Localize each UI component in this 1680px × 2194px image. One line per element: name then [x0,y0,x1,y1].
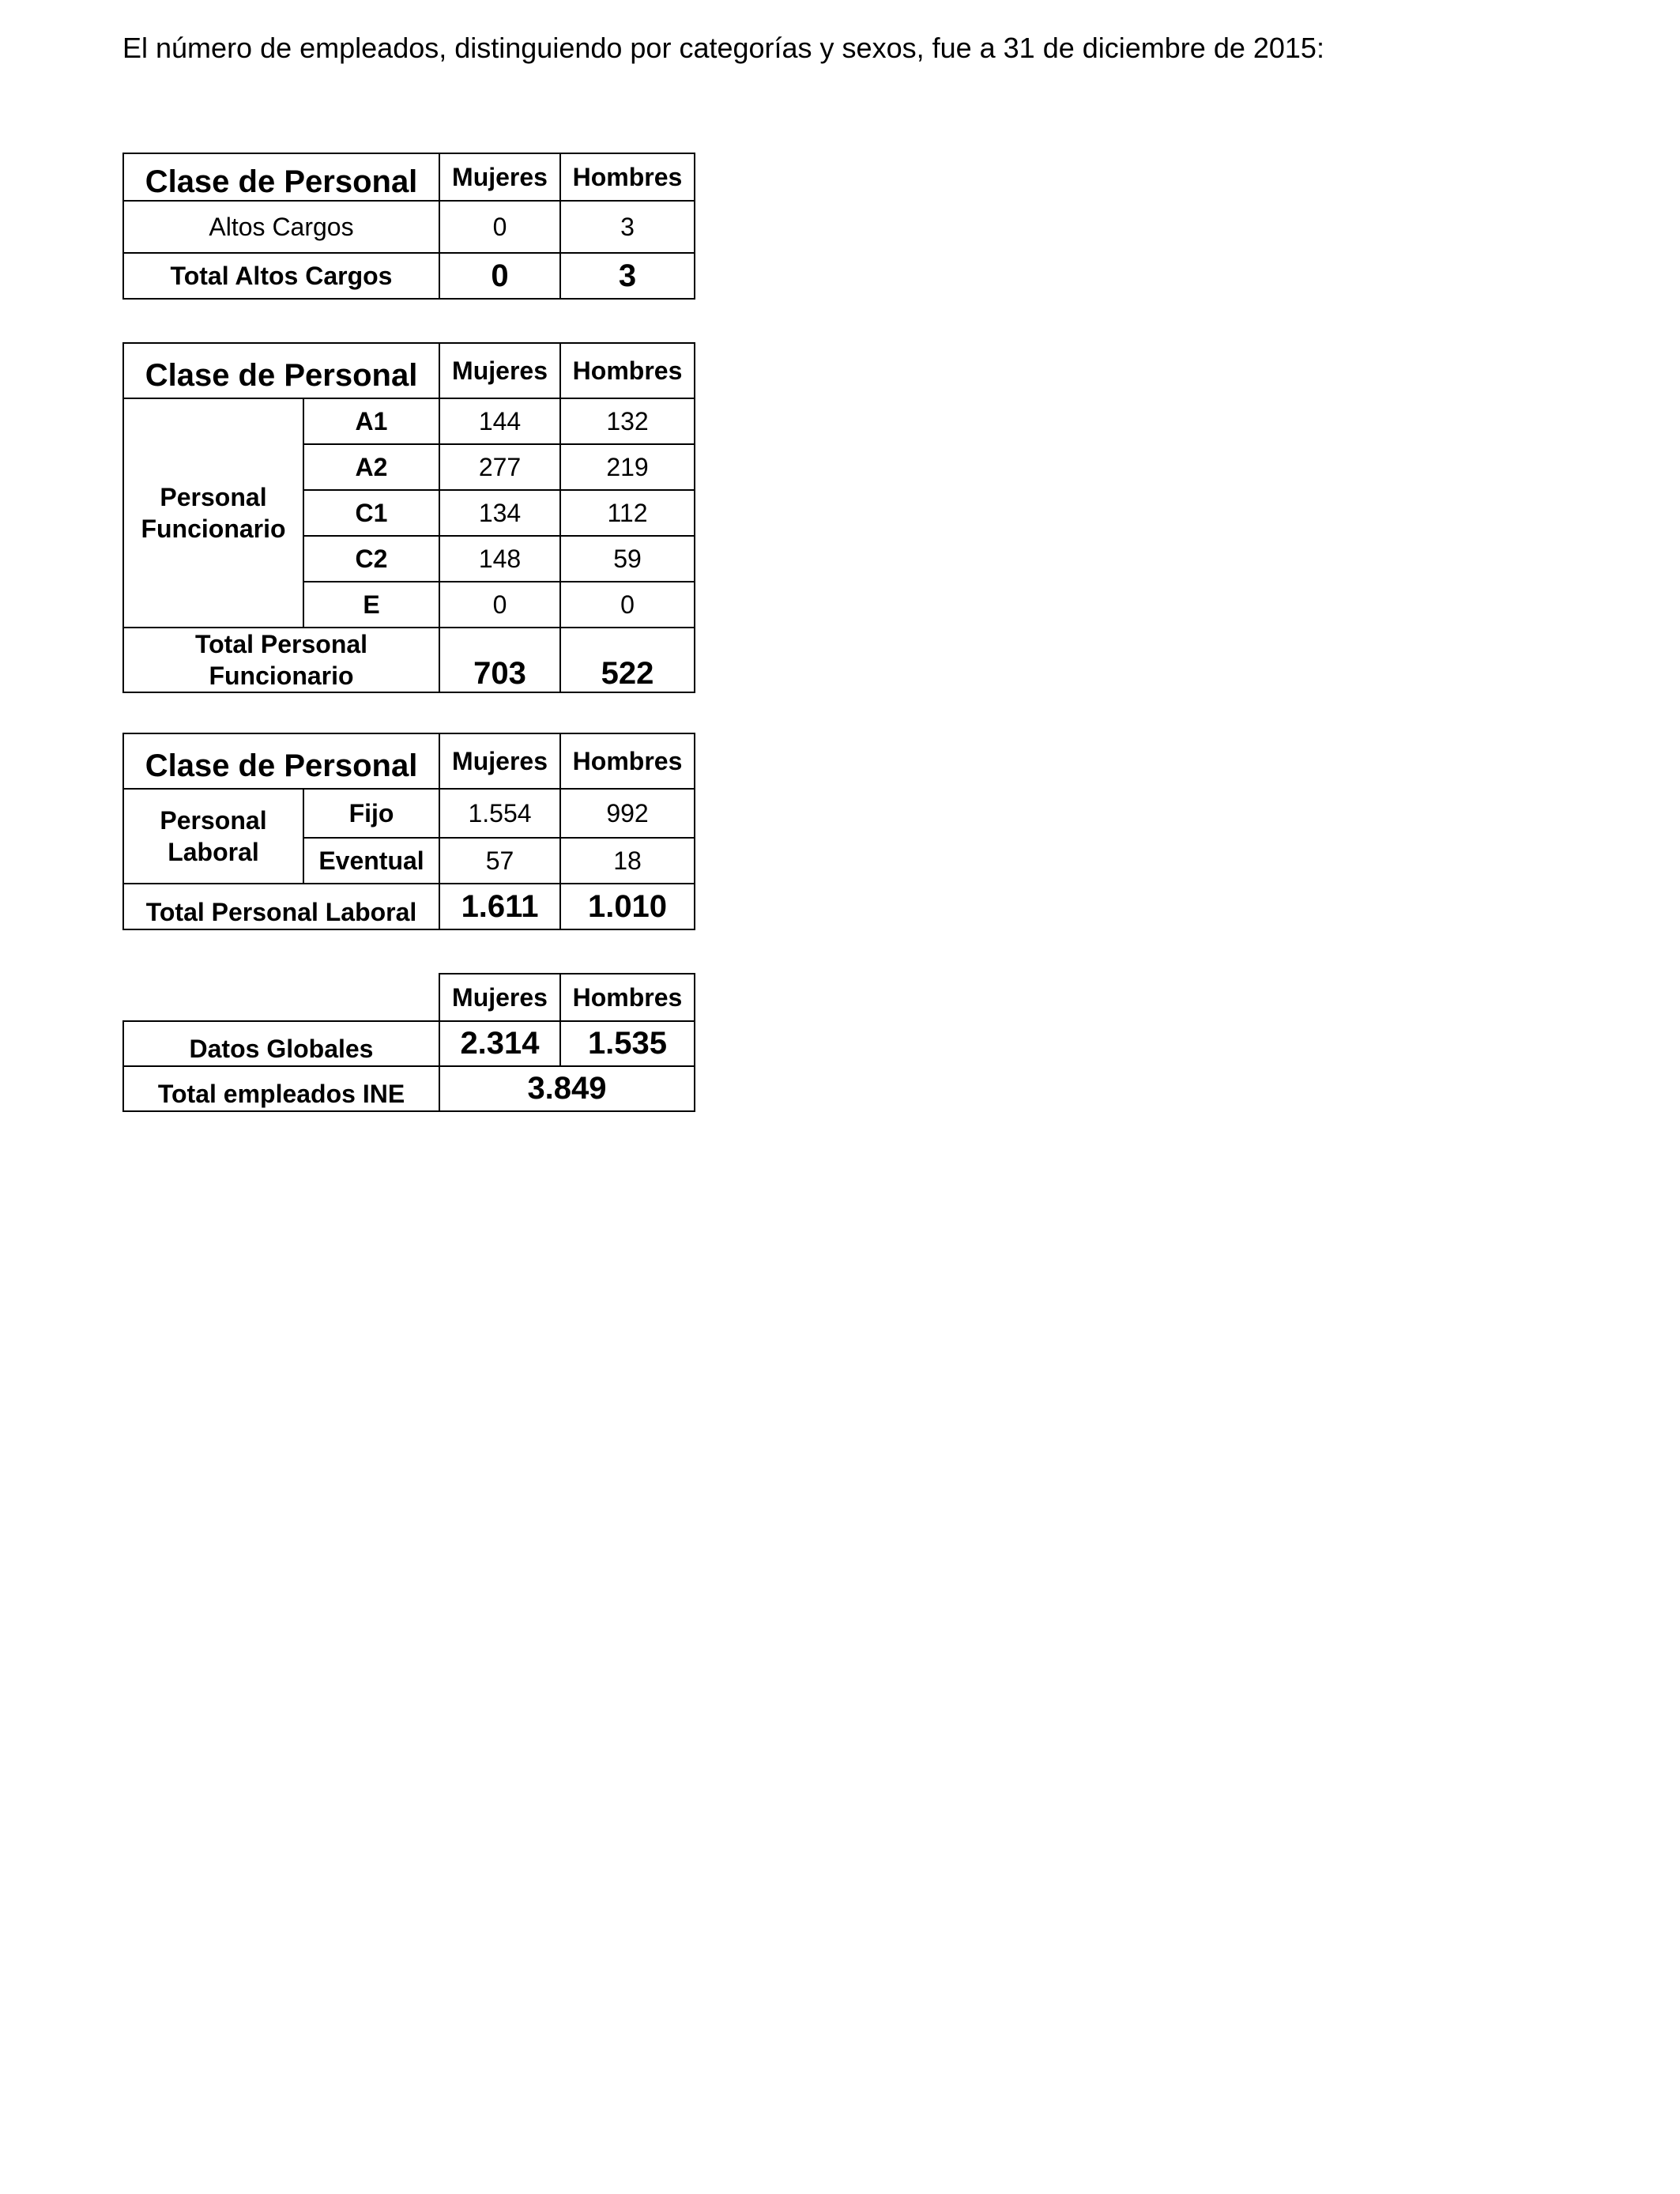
total-mujeres: 703 [439,628,560,692]
global-hombres: 1.535 [560,1021,695,1066]
hombres-header: Hombres [560,343,695,398]
hombres-header: Hombres [560,733,695,789]
funcionario-table [122,342,695,693]
global-table [122,973,695,1112]
total-mujeres: 1.611 [439,884,560,929]
mujeres-header: Mujeres [439,733,560,789]
mujeres-value: 0 [439,201,560,253]
hombres-header: Hombres [560,974,695,1021]
hombres-value: 112 [560,490,695,536]
category-label: Fijo [303,789,439,838]
header-row [123,974,695,1021]
total-row [123,884,695,929]
group-label: Personal Funcionario [123,398,303,628]
mujeres-value: 134 [439,490,560,536]
total-mujeres: 0 [439,253,560,299]
total-empleados-value: 3.849 [439,1066,695,1111]
hombres-value: 132 [560,398,695,444]
clase-header: Clase de Personal [123,343,439,398]
intro-text: El número de empleados, distinguiendo por categorías y sexos, fue a 31 de diciembre de 2015: [122,32,1324,64]
mujeres-value: 0 [439,582,560,628]
total-row [123,253,695,299]
total-label: Total Personal Funcionario [123,628,439,692]
mujeres-header: Mujeres [439,343,560,398]
category-label: E [303,582,439,628]
mujeres-value: 277 [439,444,560,490]
datos-globales-label: Datos Globales [123,1021,439,1066]
mujeres-header: Mujeres [439,974,560,1021]
mujeres-value: 57 [439,838,560,884]
total-empleados-label: Total empleados INE [123,1066,439,1111]
total-hombres: 3 [560,253,695,299]
total-row [123,628,695,692]
table-row [123,789,695,838]
total-row [123,1066,695,1111]
hombres-value: 0 [560,582,695,628]
total-label: Total Personal Laboral [123,884,439,929]
category-label: C1 [303,490,439,536]
category-label: A2 [303,444,439,490]
mujeres-value: 144 [439,398,560,444]
total-hombres: 1.010 [560,884,695,929]
group-label: Personal Laboral [123,789,303,884]
mujeres-header: Mujeres [439,153,560,201]
hombres-value: 18 [560,838,695,884]
row-label: Altos Cargos [123,201,439,253]
empty-corner [123,974,439,1021]
global-mujeres: 2.314 [439,1021,560,1066]
clase-header: Clase de Personal [123,153,439,201]
total-label: Total Altos Cargos [123,253,439,299]
hombres-value: 59 [560,536,695,582]
table-row [123,201,695,253]
altos-cargos-table [122,153,695,300]
hombres-value: 992 [560,789,695,838]
hombres-value: 3 [560,201,695,253]
category-label: C2 [303,536,439,582]
mujeres-value: 148 [439,536,560,582]
laboral-table [122,733,695,930]
total-hombres: 522 [560,628,695,692]
category-label: A1 [303,398,439,444]
table-row [123,398,695,444]
clase-header: Clase de Personal [123,733,439,789]
hombres-value: 219 [560,444,695,490]
header-row [123,733,695,789]
hombres-header: Hombres [560,153,695,201]
header-row [123,153,695,201]
category-label: Eventual [303,838,439,884]
header-row [123,343,695,398]
mujeres-value: 1.554 [439,789,560,838]
datos-globales-row [123,1021,695,1066]
